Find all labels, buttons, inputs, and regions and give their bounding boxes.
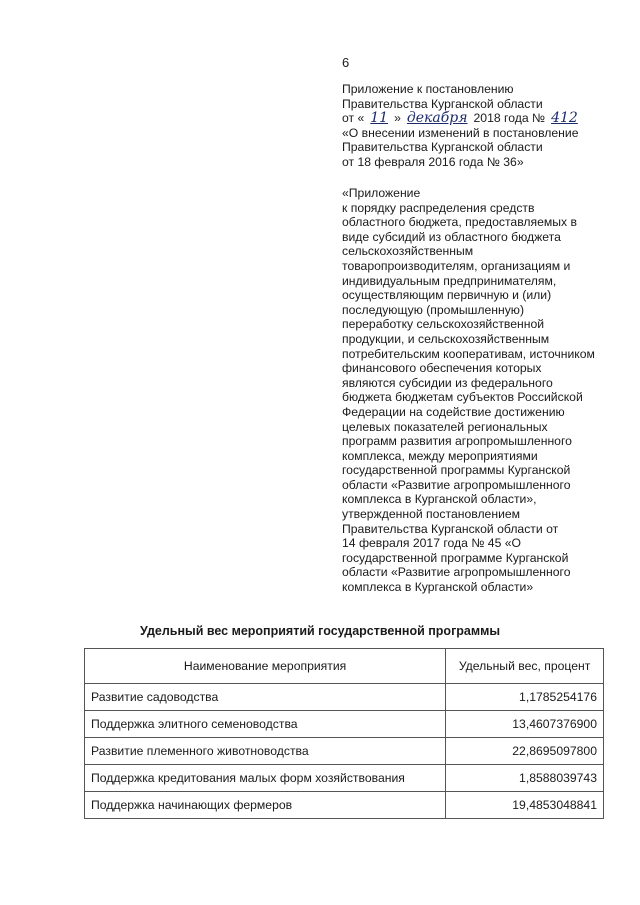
appendix-line: финансового обеспечения которых — [342, 361, 542, 376]
table-row — [85, 711, 604, 738]
column-header-name: Наименование мероприятия — [85, 649, 446, 684]
appendix-line: потребительским кооперативам, источником — [342, 346, 595, 361]
table-header-row — [85, 649, 604, 684]
appendix-line: государственной программы Курганской — [342, 463, 571, 478]
header-line: от 18 февраля 2016 года № 36» — [342, 154, 524, 169]
appendix-line: продукции, и сельскохозяйственным — [342, 331, 550, 346]
handwritten-day: 11 — [370, 110, 389, 127]
header-line: Правительства Курганской области — [342, 140, 543, 155]
table-row — [85, 684, 604, 711]
appendix-line: виде субсидий из областного бюджета — [342, 229, 561, 244]
appendix-line: являются субсидии из федерального — [342, 375, 553, 390]
appendix-line: к порядку распределения средств — [342, 200, 535, 215]
appendix-line: 14 февраля 2017 года № 45 «О — [342, 536, 521, 551]
handwritten-number: 412 — [551, 110, 578, 127]
appendix-line: областного бюджета, предоставляемых в — [342, 215, 577, 230]
appendix-line: сельскохозяйственным — [342, 244, 474, 259]
appendix-line: комплекса в Курганской области» — [342, 580, 534, 595]
appendix-line: комплекса, между мероприятиями — [342, 448, 538, 463]
table-row — [85, 765, 604, 792]
activity-name: Поддержка элитного семеноводства — [85, 711, 446, 738]
appendix-line: целевых показателей региональных — [342, 419, 548, 434]
page-number: 6 — [342, 55, 350, 70]
appendix-line: «Приложение — [342, 186, 421, 200]
appendix-line: бюджета бюджетам субъектов Российской — [342, 390, 583, 405]
appendix-line: государственной программе Курганской — [342, 550, 569, 565]
activity-name: Поддержка начинающих фермеров — [85, 792, 446, 819]
appendix-line: индивидуальным предпринимателям, — [342, 273, 557, 288]
appendix-line: комплекса в Курганской области», — [342, 492, 537, 507]
activity-weight: 19,4853048841 — [446, 792, 604, 819]
appendix-reference — [342, 186, 622, 595]
table-title: Удельный вес мероприятий государственной программы — [139, 624, 501, 638]
activity-name: Развитие племенного животноводства — [85, 738, 446, 765]
appendix-line: области «Развитие агропромышленного — [342, 477, 571, 492]
handwritten-month: декабря — [406, 110, 468, 127]
date-prefix: от « — [342, 111, 365, 126]
header-line: Правительства Курганской области — [342, 96, 543, 111]
table-row — [85, 792, 604, 819]
appendix-line: последующую (промышленную) — [342, 302, 524, 317]
activity-weight: 22,8695097800 — [446, 738, 604, 765]
activity-weight: 13,4607376900 — [446, 711, 604, 738]
weights-table — [84, 648, 604, 819]
appendix-line: утвержденной постановлением — [342, 507, 521, 522]
resolution-header — [342, 82, 584, 170]
appendix-line: Правительства Курганской области от — [342, 521, 559, 536]
appendix-line: Федерации на содействие достижению — [342, 404, 565, 419]
appendix-line: товаропроизводителям, организациям и — [342, 258, 571, 273]
appendix-line: области «Развитие агропромышленного — [342, 565, 571, 580]
year-text: 2018 года № — [473, 111, 546, 126]
appendix-line: переработку сельскохозяйственной — [342, 317, 545, 332]
appendix-line: программ развития агропромышленного — [342, 434, 572, 449]
activity-weight: 1,8588039743 — [446, 765, 604, 792]
activity-name: Развитие садоводства — [85, 684, 446, 711]
header-line: «О внесении изменений в постановление — [342, 125, 579, 140]
activity-name: Поддержка кредитования малых форм хозяйствования — [85, 765, 446, 792]
date-line — [342, 111, 584, 126]
column-header-weight: Удельный вес, процент — [446, 649, 604, 684]
activity-weight: 1,1785254176 — [446, 684, 604, 711]
date-mid: » — [394, 111, 401, 126]
appendix-line: осуществляющим первичную и (или) — [342, 288, 552, 303]
header-line: Приложение к постановлению — [342, 82, 514, 96]
table-row — [85, 738, 604, 765]
